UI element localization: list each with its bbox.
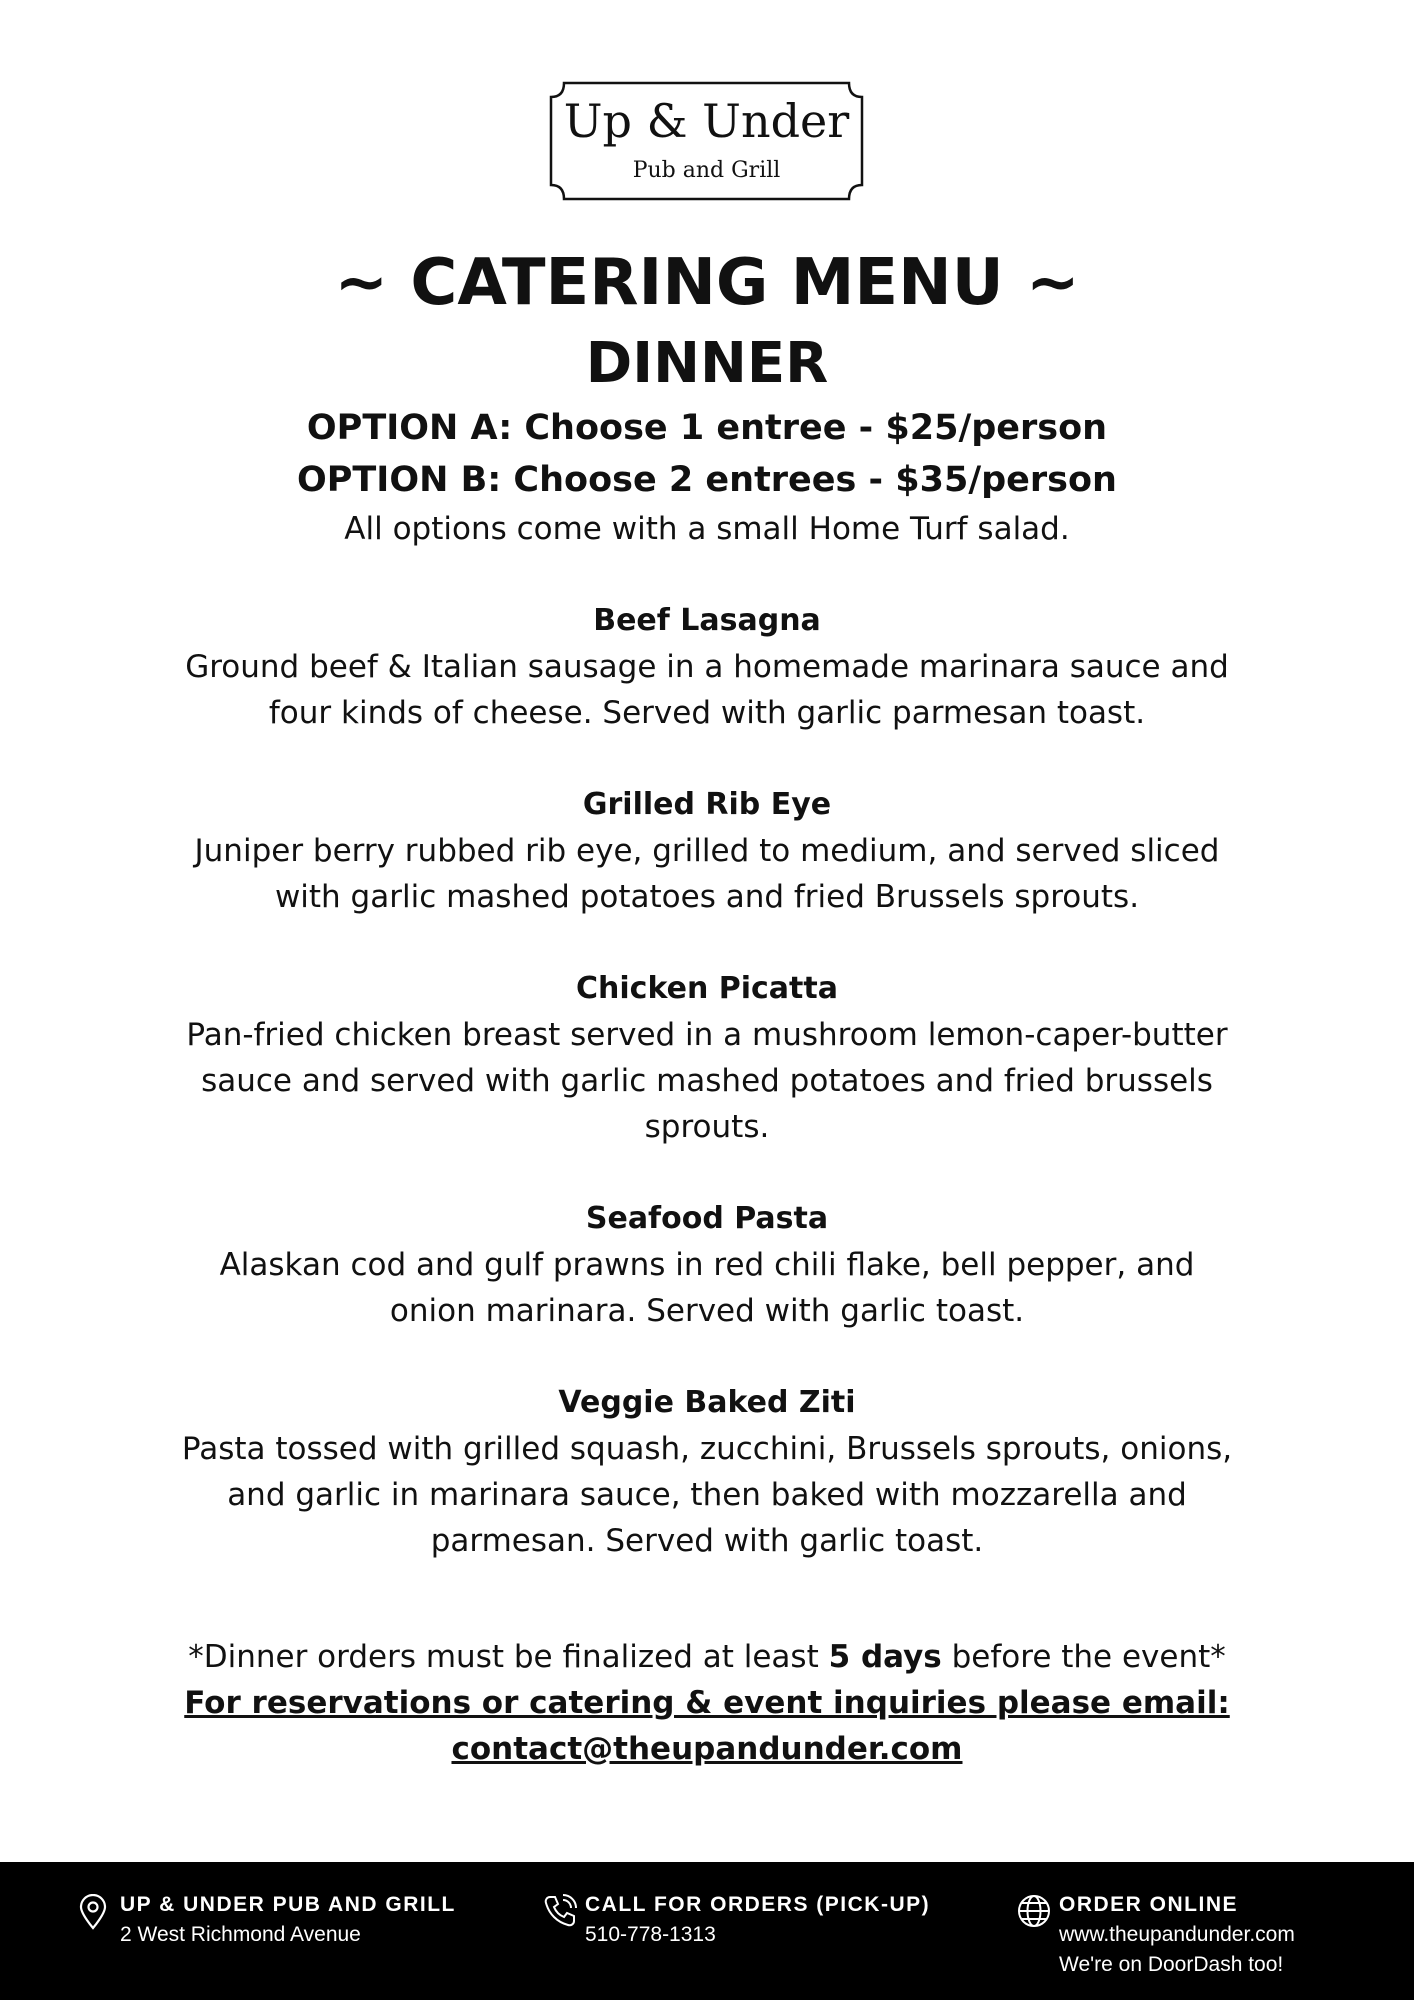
note-text: before the event* — [941, 1639, 1226, 1675]
dish-description — [120, 828, 1294, 920]
footer-phone-heading: CALL FOR ORDERS (PICK-UP) — [585, 1893, 931, 1916]
dish-description-line: Ground beef & Italian sausage in a homemade marinara sauce and — [185, 649, 1229, 685]
dish-item — [120, 782, 1294, 920]
footer-website-link[interactable]: www.theupandunder.com — [1059, 1923, 1295, 1946]
dish-description-line: sauce and served with garlic mashed potatoes and fried brussels — [201, 1063, 1213, 1099]
footer — [0, 1862, 1414, 2000]
menu-content — [120, 240, 1294, 1772]
option-a: OPTION A: Choose 1 entree - $25/person — [306, 408, 1108, 448]
dish-name: Seafood Pasta — [585, 1201, 829, 1236]
dish-item — [120, 1380, 1294, 1564]
contact-email-link[interactable]: contact@theupandunder.com — [451, 1731, 963, 1767]
note-text: *Dinner orders must be finalized at least — [188, 1639, 829, 1675]
dish-description-line: Pasta tossed with grilled squash, zucchini, Brussels sprouts, onions, — [181, 1431, 1233, 1467]
dish-description — [120, 1426, 1294, 1564]
contact-line: For reservations or catering & event inquiries please email: — [184, 1685, 1230, 1721]
dish-name: Beef Lasagna — [593, 603, 821, 638]
dish-item — [120, 966, 1294, 1150]
footer-phone-number[interactable]: 510-778-1313 — [585, 1923, 716, 1946]
dish-description-line: parmesan. Served with garlic toast. — [430, 1523, 984, 1559]
footer-address: 2 West Richmond Avenue — [120, 1923, 361, 1946]
footer-doordash-note: We're on DoorDash too! — [1059, 1953, 1284, 1976]
dish-description-line: Juniper berry rubbed rib eye, grilled to medium, and served sliced — [194, 833, 1220, 869]
dish-item — [120, 1196, 1294, 1334]
footer-online-heading: ORDER ONLINE — [1059, 1893, 1239, 1916]
dish-name: Grilled Rib Eye — [582, 787, 832, 822]
order-notes — [120, 1634, 1294, 1772]
dish-description-line: with garlic mashed potatoes and fried Brussels sprouts. — [274, 879, 1140, 915]
dish-description-line: sprouts. — [644, 1109, 770, 1145]
dish-description — [120, 1012, 1294, 1150]
phone-icon — [543, 1894, 577, 1933]
dish-description-line: onion marinara. Served with garlic toast. — [389, 1293, 1025, 1329]
logo-name: Up & Under — [563, 94, 850, 148]
logo-subtitle: Pub and Grill — [632, 158, 781, 183]
page-subtitle: DINNER — [585, 331, 829, 396]
location-pin-icon — [78, 1894, 108, 1935]
dish-description-line: Alaskan cod and gulf prawns in red chili flake, bell pepper, and — [219, 1247, 1195, 1283]
dish-description — [120, 644, 1294, 736]
dish-description-line: four kinds of cheese. Served with garlic parmesan toast. — [268, 695, 1146, 731]
dish-description-line: Pan-fried chicken breast served in a mushroom lemon-caper-butter — [186, 1017, 1228, 1053]
page-title: ~ CATERING MENU ~ — [334, 246, 1080, 320]
note-emphasis: 5 days — [828, 1639, 942, 1675]
intro-text: All options come with a small Home Turf salad. — [344, 511, 1070, 547]
option-b: OPTION B: Choose 2 entrees - $35/person — [297, 460, 1117, 500]
dish-description — [120, 1242, 1294, 1334]
dish-item — [120, 598, 1294, 736]
dish-name: Chicken Picatta — [576, 971, 838, 1006]
globe-icon — [1017, 1894, 1051, 1933]
footer-location-heading: UP & UNDER PUB AND GRILL — [120, 1893, 456, 1916]
order-deadline-note — [120, 1634, 1294, 1680]
dish-name: Veggie Baked Ziti — [558, 1385, 856, 1420]
logo — [548, 80, 865, 202]
dish-description-line: and garlic in marinara sauce, then baked with mozzarella and — [227, 1477, 1187, 1513]
